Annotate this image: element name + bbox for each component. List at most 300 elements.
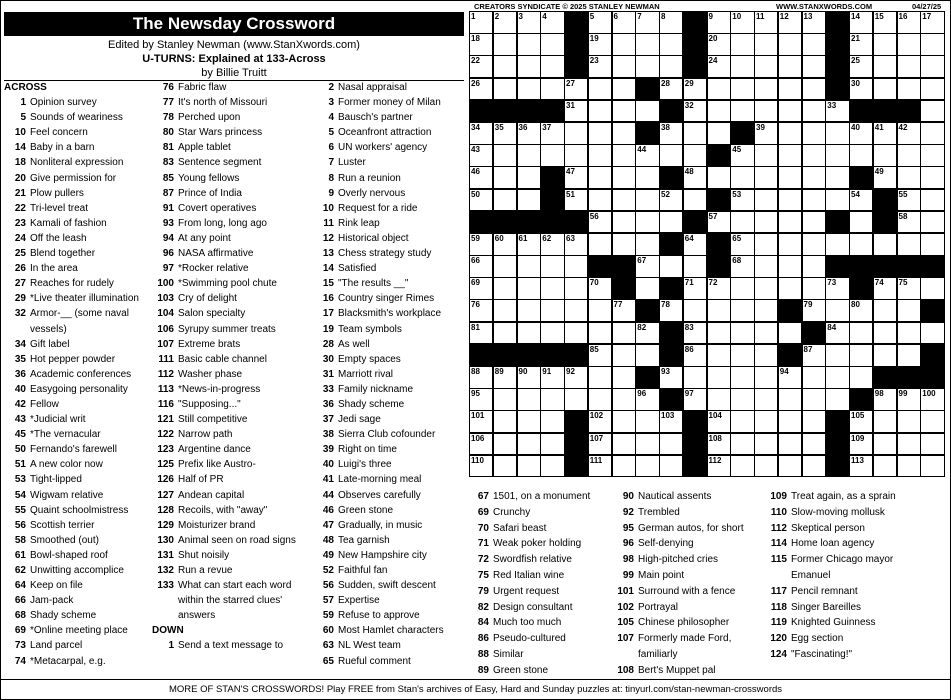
clue-number: 110 — [770, 506, 787, 518]
grid-cell — [873, 410, 897, 433]
clue-item — [4, 442, 164, 457]
clue-item — [312, 140, 467, 155]
clue-item — [612, 489, 782, 505]
grid-cell — [707, 322, 731, 345]
cell-number: 62 — [542, 233, 552, 243]
clue-item — [152, 563, 322, 578]
grid-block — [683, 33, 707, 56]
clue-text: Observes carefully — [338, 489, 421, 501]
grid-cell — [588, 233, 612, 256]
grid-cell — [707, 166, 731, 189]
grid-block — [825, 433, 849, 456]
clue-number: 10 — [322, 202, 334, 214]
clue-number: 98 — [622, 554, 634, 566]
grid-cell — [754, 410, 778, 433]
clue-item — [312, 578, 467, 593]
cell-number: 18 — [471, 34, 480, 44]
grid-block — [564, 11, 588, 34]
clue-item — [312, 276, 467, 291]
grid-cell — [564, 122, 588, 145]
clue-number: 103 — [157, 293, 174, 305]
clue-text: Tight-lipped — [30, 474, 82, 486]
clue-text: Jedi sage — [338, 414, 381, 426]
clue-text: *Live theater illumination — [30, 293, 139, 305]
clue-text: At any point — [178, 232, 231, 244]
grid-cell — [849, 433, 873, 456]
grid-cell — [588, 100, 612, 123]
clue-item — [312, 322, 467, 337]
cell-number: 29 — [684, 78, 694, 88]
clue-number: 120 — [770, 633, 787, 645]
clue-text: Faithful fan — [338, 565, 388, 576]
clues-column-across-2 — [152, 80, 322, 654]
grid-cell — [707, 33, 731, 56]
clue-text: NL West team — [338, 640, 401, 652]
clue-item — [612, 615, 782, 631]
grid-cell — [920, 100, 944, 123]
clue-text: Green stone — [493, 664, 549, 676]
grid-cell — [493, 277, 517, 300]
clue-number: 50 — [14, 444, 26, 456]
footer-promo: MORE OF STAN'S CROSSWORDS! Play FREE from Stan's archives of Easy, Hard and Sunday puzzles at: tinyurl.com/stan-newman-crosswords — [0, 679, 951, 700]
grid-cell — [659, 189, 683, 212]
grid-cell — [635, 166, 659, 189]
clue-item — [312, 503, 467, 518]
grid-cell — [469, 11, 493, 34]
section-heading-text: DOWN — [152, 625, 184, 637]
grid-cell — [635, 11, 659, 34]
cell-number: 56 — [589, 211, 599, 221]
clue-text: Give permission for — [30, 172, 117, 184]
grid-block — [849, 100, 873, 123]
clue-number: 118 — [770, 601, 787, 613]
clue-item — [312, 608, 467, 623]
cell-number: 33 — [827, 100, 837, 110]
grid-block — [517, 100, 541, 123]
clue-text: Family nickname — [338, 383, 414, 395]
clue-item — [312, 638, 467, 653]
cell-number: 103 — [661, 411, 675, 421]
grid-cell — [469, 255, 493, 278]
clue-item — [765, 600, 945, 616]
grid-cell — [897, 322, 921, 345]
clue-item — [4, 488, 164, 503]
grid-cell — [564, 277, 588, 300]
clue-text: Covert operatives — [178, 202, 257, 214]
clue-text: Request for a ride — [338, 202, 418, 214]
grid-cell — [754, 344, 778, 367]
clue-number: 99 — [622, 569, 634, 581]
grid-cell — [778, 322, 802, 345]
grid-cell — [825, 100, 849, 123]
clue-item — [4, 352, 164, 367]
grid-cell — [897, 299, 921, 322]
cell-number: 102 — [589, 411, 604, 421]
cell-number: 89 — [494, 367, 504, 377]
cell-number: 30 — [851, 78, 860, 88]
clue-item — [152, 216, 322, 231]
cell-number: 106 — [471, 433, 485, 443]
grid-cell — [778, 166, 802, 189]
grid-cell — [802, 255, 826, 278]
grid-block — [897, 100, 921, 123]
clue-number — [152, 593, 178, 608]
grid-cell — [517, 255, 541, 278]
clue-number: 93 — [162, 217, 174, 229]
grid-block — [517, 211, 541, 234]
clue-item — [4, 397, 164, 412]
grid-block — [612, 277, 636, 300]
clue-text: NASA affirmative — [178, 248, 254, 260]
cell-number: 10 — [732, 12, 742, 21]
cell-number: 25 — [851, 56, 860, 66]
grid-cell — [778, 455, 802, 478]
clue-item — [312, 80, 467, 95]
clue-text: *Rocker relative — [178, 263, 249, 275]
clue-number: 78 — [162, 112, 174, 124]
grid-block — [825, 211, 849, 234]
grid-cell — [612, 344, 636, 367]
grid-block — [778, 344, 802, 367]
grid-cell — [493, 299, 517, 322]
grid-block — [540, 211, 564, 234]
grid-cell — [612, 189, 636, 212]
grid-cell — [730, 11, 754, 34]
grid-cell — [849, 322, 873, 345]
cell-number: 2 — [494, 12, 500, 21]
clue-number: 122 — [157, 429, 174, 441]
clue-text: Keep on file — [30, 580, 83, 592]
grid-cell — [849, 33, 873, 56]
clue-number: 63 — [322, 640, 334, 652]
clues-column-down-4 — [765, 489, 945, 663]
grid-block — [683, 455, 707, 478]
clue-number: 59 — [322, 610, 334, 622]
grid-block — [635, 78, 659, 101]
grid-cell — [659, 11, 683, 34]
cell-number: 57 — [708, 211, 718, 221]
cell-number: 90 — [518, 367, 528, 377]
grid-cell — [635, 277, 659, 300]
grid-block — [540, 189, 564, 212]
grid-cell — [920, 33, 944, 56]
grid-cell — [778, 388, 802, 411]
grid-cell — [778, 11, 802, 34]
date-text: 04/27/25 — [912, 2, 942, 11]
grid-cell — [730, 233, 754, 256]
grid-cell — [920, 122, 944, 145]
cell-number: 59 — [471, 233, 480, 243]
clue-item — [4, 533, 164, 548]
clue-item — [612, 584, 782, 600]
clue-text: A new color now — [30, 459, 103, 471]
grid-block — [683, 410, 707, 433]
clue-item — [152, 291, 322, 306]
clue-item — [4, 503, 164, 518]
clue-text: Former money of Milan — [338, 97, 441, 109]
clue-item — [765, 647, 945, 663]
grid-cell — [707, 388, 731, 411]
clue-number: 12 — [322, 232, 334, 244]
clue-item — [312, 171, 467, 186]
grid-cell — [873, 433, 897, 456]
clue-text: Plow pullers — [30, 187, 84, 199]
clue-text: Trembled — [638, 506, 680, 518]
clue-text: Unwitting accomplice — [30, 565, 124, 576]
grid-cell — [659, 33, 683, 56]
grid-cell — [778, 100, 802, 123]
cell-number: 17 — [922, 12, 932, 21]
grid-cell — [778, 55, 802, 78]
clue-text: Tri-level treat — [30, 202, 88, 214]
grid-cell — [849, 189, 873, 212]
clue-text: Red Italian wine — [493, 569, 565, 581]
grid-cell — [849, 344, 873, 367]
clue-number: 75 — [477, 569, 489, 581]
grid-cell — [897, 433, 921, 456]
clue-item — [312, 337, 467, 352]
clue-item — [312, 261, 467, 276]
clue-number: 76 — [162, 82, 174, 93]
grid-cell — [683, 189, 707, 212]
clue-section-heading — [4, 80, 164, 95]
clue-item — [312, 518, 467, 533]
clue-item — [312, 548, 467, 563]
clue-number: 64 — [14, 580, 26, 592]
clue-item — [312, 457, 467, 472]
grid-cell — [825, 277, 849, 300]
grid-cell — [802, 78, 826, 101]
grid-cell — [754, 322, 778, 345]
cell-number: 63 — [566, 233, 575, 243]
clue-item — [612, 631, 782, 647]
clue-number: 133 — [157, 580, 174, 592]
cell-number: 35 — [494, 122, 504, 132]
grid-cell — [517, 144, 541, 167]
grid-cell — [517, 410, 541, 433]
clue-text: "Supposing..." — [178, 398, 241, 410]
grid-cell — [588, 144, 612, 167]
grid-cell — [778, 366, 802, 389]
grid-block — [730, 122, 754, 145]
grid-cell — [659, 433, 683, 456]
grid-cell — [802, 455, 826, 478]
cell-number: 108 — [708, 433, 722, 443]
grid-cell — [517, 78, 541, 101]
clue-text: Bowl-shaped roof — [30, 549, 108, 561]
grid-cell — [540, 33, 564, 56]
clue-item — [312, 472, 467, 487]
clue-text: Cry of delight — [178, 293, 237, 305]
grid-cell — [802, 55, 826, 78]
clue-item — [765, 584, 945, 600]
clue-number: 92 — [622, 506, 634, 518]
clue-text: Salon specialty — [178, 308, 246, 320]
grid-cell — [754, 11, 778, 34]
clue-item — [612, 600, 782, 616]
grid-cell — [517, 122, 541, 145]
grid-cell — [469, 144, 493, 167]
grid-cell — [707, 433, 731, 456]
clue-text: Late-morning meal — [338, 474, 422, 486]
clue-text: Opinion survey — [30, 97, 97, 109]
grid-cell — [612, 322, 636, 345]
cell-number: 16 — [898, 12, 908, 21]
grid-cell — [730, 455, 754, 478]
grid-cell — [707, 55, 731, 78]
clue-number: 54 — [14, 489, 26, 501]
grid-cell — [469, 33, 493, 56]
grid-cell — [730, 344, 754, 367]
grid-cell — [588, 366, 612, 389]
cell-number: 97 — [684, 389, 694, 399]
clue-text: Safari beast — [493, 522, 547, 534]
clue-item — [312, 593, 467, 608]
clue-number: 52 — [322, 565, 334, 576]
grid-cell — [802, 233, 826, 256]
grid-block — [873, 100, 897, 123]
grid-cell — [849, 299, 873, 322]
grid-cell — [588, 299, 612, 322]
grid-cell — [517, 322, 541, 345]
grid-cell — [564, 100, 588, 123]
clue-item — [4, 276, 164, 291]
clue-text: Prince of India — [178, 187, 242, 199]
grid-block — [897, 255, 921, 278]
grid-cell — [588, 33, 612, 56]
clue-item — [4, 186, 164, 201]
grid-cell — [659, 366, 683, 389]
grid-cell — [707, 344, 731, 367]
grid-block — [802, 322, 826, 345]
grid-cell — [564, 322, 588, 345]
grid-cell — [635, 33, 659, 56]
cell-number: 68 — [732, 256, 742, 266]
clue-number: 129 — [157, 519, 174, 531]
clue-item — [4, 578, 164, 593]
grid-cell — [683, 366, 707, 389]
cell-number: 101 — [471, 411, 485, 421]
clue-number: 17 — [322, 308, 334, 320]
grid-cell — [564, 144, 588, 167]
clue-number: 116 — [157, 398, 174, 410]
grid-cell — [920, 189, 944, 212]
clue-item — [312, 412, 467, 427]
grid-cell — [897, 78, 921, 101]
clue-text: In the area — [30, 263, 78, 275]
clue-number: 42 — [14, 398, 26, 410]
grid-cell — [612, 455, 636, 478]
clue-text: Rueful comment — [338, 655, 411, 667]
clue-text: *Swimming pool chute — [178, 278, 277, 290]
clue-item — [312, 397, 467, 412]
clue-number: 107 — [157, 338, 174, 350]
cell-number: 24 — [708, 56, 718, 66]
cell-number: 41 — [874, 122, 884, 132]
grid-cell — [540, 388, 564, 411]
clue-number: 25 — [14, 248, 26, 260]
clue-number: 105 — [617, 617, 634, 629]
clue-number: 58 — [14, 534, 26, 546]
clue-number: 22 — [14, 202, 26, 214]
clue-item — [4, 231, 164, 246]
clue-item — [152, 186, 322, 201]
grid-block — [659, 233, 683, 256]
clue-text: Quaint schoolmistress — [30, 504, 129, 516]
cell-number: 86 — [684, 344, 694, 354]
grid-cell — [778, 78, 802, 101]
clue-number: 62 — [14, 565, 26, 576]
grid-cell — [493, 233, 517, 256]
clue-number: 28 — [322, 338, 334, 350]
cell-number: 48 — [684, 167, 694, 177]
clue-number: 53 — [14, 474, 26, 486]
grid-block — [517, 344, 541, 367]
grid-cell — [517, 388, 541, 411]
cell-number: 52 — [661, 189, 670, 199]
clue-text: Blacksmith's workplace — [338, 308, 442, 320]
grid-block — [635, 299, 659, 322]
clue-number: 81 — [162, 142, 174, 154]
grid-block — [564, 344, 588, 367]
grid-cell — [802, 433, 826, 456]
clue-item — [4, 95, 164, 110]
clue-number: 15 — [322, 278, 334, 290]
clue-number: 85 — [162, 172, 174, 184]
grid-cell — [469, 78, 493, 101]
grid-cell — [588, 433, 612, 456]
clue-number: 3 — [328, 97, 334, 109]
clue-number: 18 — [14, 157, 26, 169]
grid-cell — [897, 410, 921, 433]
clue-number: 111 — [158, 353, 174, 365]
clue-item — [765, 631, 945, 647]
grid-cell — [825, 122, 849, 145]
clue-text: Most Hamlet characters — [338, 625, 444, 637]
clue-number: 5 — [328, 127, 334, 139]
grid-block — [659, 388, 683, 411]
clue-number: 57 — [322, 595, 334, 607]
cell-number: 109 — [851, 433, 865, 443]
clue-item — [152, 472, 322, 487]
grid-block — [612, 255, 636, 278]
clue-number: 124 — [770, 648, 787, 660]
grid-cell — [635, 388, 659, 411]
grid-cell — [920, 78, 944, 101]
cell-number: 66 — [471, 256, 480, 266]
clue-number: 34 — [14, 338, 26, 350]
clue-item — [4, 110, 164, 125]
grid-cell — [849, 410, 873, 433]
grid-cell — [493, 166, 517, 189]
cell-number: 32 — [684, 100, 694, 110]
grid-cell — [754, 299, 778, 322]
editor-line: Edited by Stanley Newman (www.StanXwords.com) — [108, 39, 360, 51]
grid-cell — [493, 122, 517, 145]
clue-text: Hot pepper powder — [30, 353, 116, 365]
clue-number: 14 — [14, 142, 26, 154]
clue-number — [4, 322, 30, 337]
grid-block — [493, 211, 517, 234]
clue-item — [152, 412, 322, 427]
grid-cell — [683, 299, 707, 322]
grid-cell — [707, 455, 731, 478]
cell-number: 22 — [471, 56, 480, 66]
clue-item — [152, 110, 322, 125]
clue-number: 40 — [14, 383, 26, 395]
clue-number: 130 — [157, 534, 174, 546]
clue-item — [4, 412, 164, 427]
